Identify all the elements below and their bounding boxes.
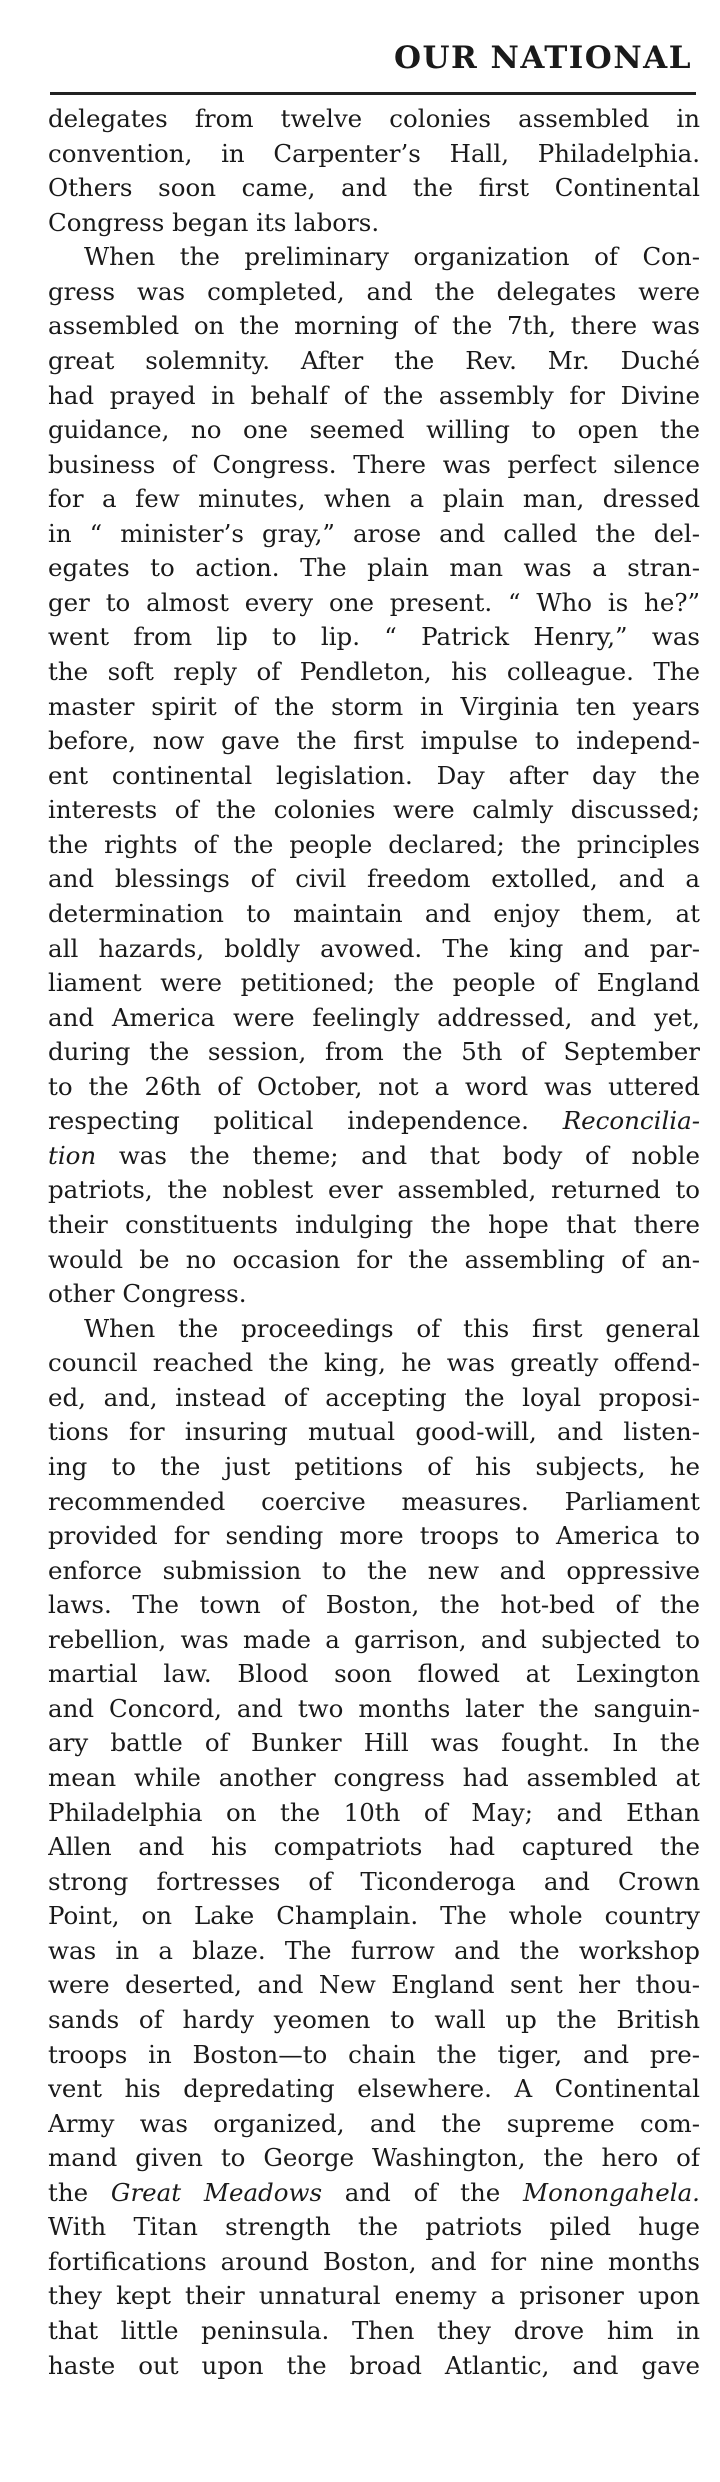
text-run: and of the (322, 2177, 524, 2207)
text-run: were deserted, and New England sent her thou- (48, 1970, 700, 2000)
text-run: martial law. Blood soon flowed at Lexington (48, 1659, 700, 1689)
text-run: respecting political independence. (48, 1106, 563, 1136)
text-run: Others soon came, and the first Continental (48, 173, 700, 203)
text-run: and Concord, and two months later the sanguin- (48, 1693, 700, 1723)
text-run: ent continental legislation. Day after day the (48, 760, 700, 790)
text-line (48, 240, 700, 275)
text-line (48, 862, 700, 897)
text-run: Army was organized, and the supreme com- (48, 2108, 700, 2138)
text-line (48, 1104, 700, 1139)
text-run: ger to almost every one present. “ Who is he?” (48, 587, 700, 617)
text-run: business of Congress. There was perfect silence (48, 449, 700, 479)
text-run: determination to maintain and enjoy them, at (48, 898, 700, 928)
text-run: ary battle of Bunker Hill was fought. In the (48, 1728, 700, 1758)
text-run: ed, and, instead of accepting the loyal proposi- (48, 1382, 700, 1412)
text-run: Philadelphia on the 10th of May; and Ethan (48, 1797, 700, 1827)
text-run: was in a blaze. The furrow and the workshop (48, 1935, 700, 1965)
text-run: interests of the colonies were calmly discussed; (48, 795, 700, 825)
text-line (48, 2210, 700, 2245)
text-run: they kept their unnatural enemy a prisoner upon (48, 2281, 700, 2311)
text-run: fortifications around Boston, and for nine months (48, 2246, 700, 2276)
text-line (48, 2038, 700, 2073)
text-line (48, 2107, 700, 2142)
text-line (48, 586, 700, 621)
text-line (48, 1692, 700, 1727)
text-run: sands of hardy yeomen to wall up the British (48, 2004, 700, 2034)
body-text (48, 102, 700, 2383)
text-line (48, 1657, 700, 1692)
text-run: mean while another congress had assembled at (48, 1763, 700, 1792)
text-run: rebellion, was made a garrison, and subjected to (48, 1624, 700, 1654)
header-rule (50, 92, 696, 95)
text-run: their constituents indulging the hope that there (48, 1210, 700, 1239)
text-line (48, 379, 700, 414)
text-line (48, 344, 700, 379)
text-line (48, 2176, 700, 2211)
text-run: tions for insuring mutual good-will, and listen- (48, 1417, 700, 1447)
text-run: mand given to George Washington, the hero of (48, 2143, 700, 2173)
text-run: and blessings of civil freedom extolled, and a (48, 864, 700, 894)
text-line (48, 828, 700, 863)
text-line (48, 1243, 700, 1278)
text-run: before, now gave the first impulse to independ- (48, 726, 700, 756)
text-line (48, 2314, 700, 2349)
text-line (48, 448, 700, 483)
text-line (48, 1415, 700, 1450)
text-run: for a few minutes, when a plain man, dressed (48, 484, 700, 514)
text-line (48, 897, 700, 932)
text-line (48, 759, 700, 794)
text-run: strong fortresses of Ticonderoga and Crown (48, 1866, 700, 1896)
text-line (48, 1139, 700, 1174)
text-line (48, 2072, 700, 2107)
text-run: went from lip to lip. “ Patrick Henry,” was (48, 622, 700, 652)
text-line (48, 1001, 700, 1036)
text-run: would be no occasion for the assembling of an- (48, 1244, 700, 1274)
text-line (48, 1485, 700, 1520)
text-run: during the session, from the 5th of September (48, 1037, 700, 1067)
text-run: the rights of the people declared; the principles (48, 829, 700, 859)
text-line (48, 690, 700, 725)
text-run: other Congress. (48, 1279, 247, 1309)
text-line (48, 413, 700, 448)
text-line (48, 1173, 700, 1208)
text-line (48, 1070, 700, 1105)
text-run: all hazards, boldly avowed. The king and par- (48, 933, 700, 963)
text-line (48, 171, 700, 206)
text-line (48, 655, 700, 690)
text-line (48, 1865, 700, 1900)
text-run: vent his depredating elsewhere. A Continental (48, 2074, 700, 2104)
text-run: When the preliminary organization of Con- (84, 242, 700, 272)
text-run: enforce submission to the new and oppressive (48, 1555, 700, 1585)
text-run: guidance, no one seemed willing to open the (48, 415, 700, 445)
text-run: troops in Boston—to chain the tiger, and pre- (48, 2039, 700, 2069)
text-line (48, 1208, 700, 1243)
text-run: convention, in Carpenter’s Hall, Philadelphia. (48, 138, 700, 168)
text-run: assembled on the morning of the 7th, there was (48, 311, 700, 341)
text-line (48, 2245, 700, 2280)
text-run: the (48, 2177, 111, 2207)
text-run: Congress began its labors. (48, 207, 380, 237)
text-run: had prayed in behalf of the assembly for Divine (48, 380, 700, 410)
text-run: to the 26th of October, not a word was uttered (48, 1071, 700, 1101)
text-line (48, 102, 700, 137)
text-line (48, 932, 700, 967)
italic-text: tion (48, 1140, 97, 1170)
text-line (48, 2349, 700, 2384)
text-run: When the proceedings of this first general (84, 1313, 700, 1343)
text-run: provided for sending more troops to America to (48, 1521, 700, 1551)
italic-text: Reconcilia- (562, 1106, 700, 1136)
text-line (48, 1035, 700, 1070)
text-run: With Titan strength the patriots piled huge (48, 2212, 700, 2242)
text-line (48, 137, 700, 172)
italic-text: Great Meadows (110, 2177, 323, 2207)
text-run: gress was completed, and the delegates were (48, 276, 700, 306)
text-run: Point, on Lake Champlain. The whole country (48, 1901, 700, 1931)
text-line (48, 517, 700, 552)
text-run: the soft reply of Pendleton, his colleague. The (48, 657, 700, 686)
running-head: OUR NATIONAL (393, 40, 692, 76)
text-line (48, 2003, 700, 2038)
text-run: Allen and his compatriots had captured the (48, 1832, 700, 1862)
text-run: laws. The town of Boston, the hot-bed of the (48, 1590, 700, 1620)
text-line (48, 1899, 700, 1934)
text-line (48, 1830, 700, 1865)
text-run: was the theme; and that body of noble (96, 1140, 700, 1170)
text-line (48, 309, 700, 344)
text-line (48, 1450, 700, 1485)
text-line (48, 2141, 700, 2176)
text-line (48, 966, 700, 1001)
text-line (48, 724, 700, 759)
text-run: that little peninsula. Then they drove him in (48, 2316, 700, 2345)
text-run: delegates from twelve colonies assembled in (48, 104, 700, 133)
text-run: council reached the king, he was greatly offend- (48, 1348, 700, 1378)
text-line (48, 482, 700, 517)
text-line (48, 1968, 700, 2003)
text-run: patriots, the noblest ever assembled, returned to (48, 1175, 700, 1205)
text-run: ing to the just petitions of his subjects, he (48, 1451, 700, 1481)
text-line (48, 793, 700, 828)
text-line (48, 275, 700, 310)
text-line (48, 1346, 700, 1381)
text-run: in “ minister’s gray,” arose and called the del- (48, 518, 700, 548)
text-line (48, 1796, 700, 1831)
text-run: haste out upon the broad Atlantic, and gave (48, 2350, 700, 2380)
text-line (48, 1726, 700, 1761)
text-line (48, 1934, 700, 1969)
text-run: liament were petitioned; the people of England (48, 968, 700, 998)
text-run: egates to action. The plain man was a stran- (48, 553, 700, 583)
text-line (48, 551, 700, 586)
text-line (48, 1381, 700, 1416)
text-line (48, 2279, 700, 2314)
italic-text: Monongahela. (523, 2177, 700, 2207)
text-run: master spirit of the storm in Virginia ten years (48, 691, 700, 721)
text-line (48, 1519, 700, 1554)
text-run: great solemnity. After the Rev. Mr. Duché (48, 345, 700, 375)
text-line (48, 1761, 700, 1796)
text-run: and America were feelingly addressed, and yet, (48, 1002, 700, 1032)
text-line (48, 1588, 700, 1623)
text-line (48, 620, 700, 655)
text-line (48, 1623, 700, 1658)
text-run: recommended coercive measures. Parliament (48, 1486, 700, 1516)
text-line (48, 1554, 700, 1589)
text-line (48, 206, 700, 241)
text-line (48, 1312, 700, 1347)
text-line (48, 1277, 700, 1312)
